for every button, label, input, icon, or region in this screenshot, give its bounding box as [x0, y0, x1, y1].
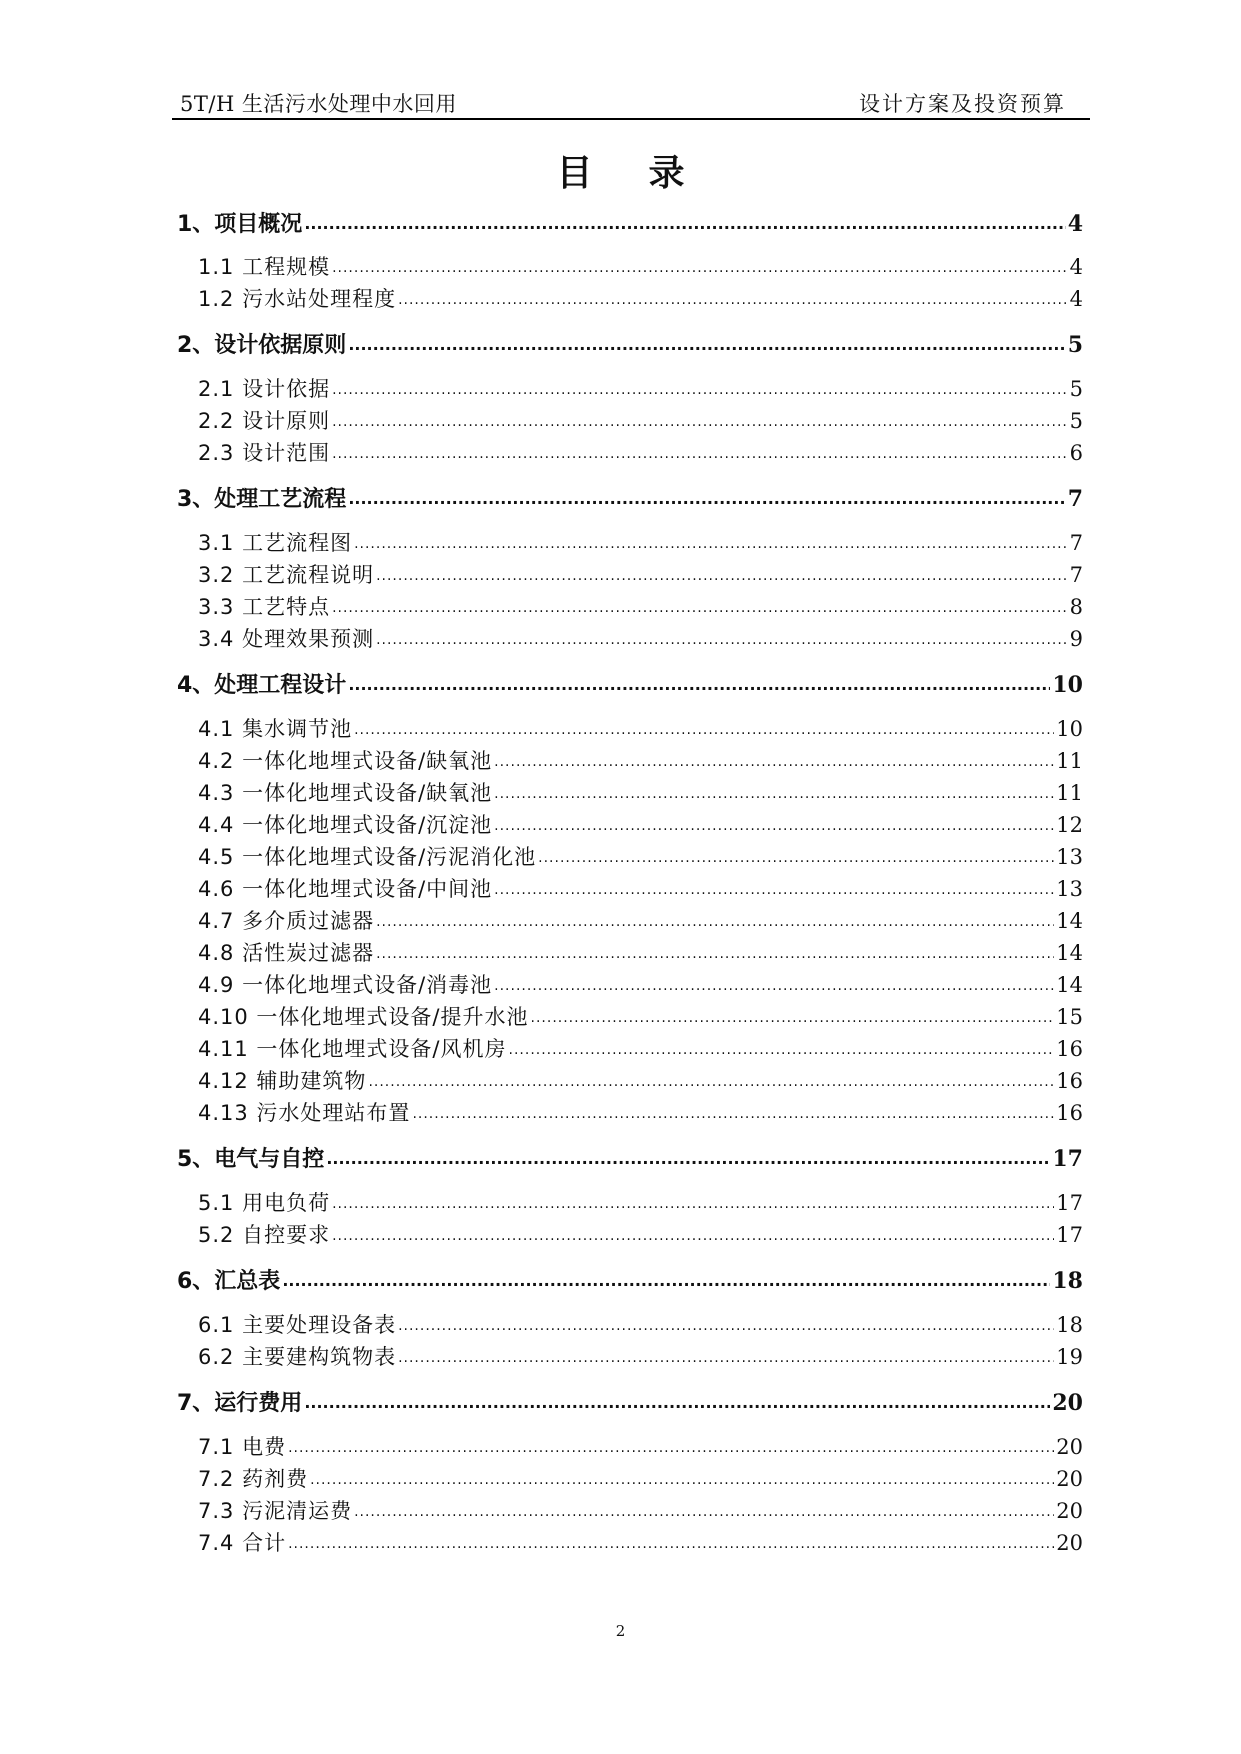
toc-entry-label: 4.12 辅助建筑物: [198, 1069, 367, 1093]
toc-entry-label: 2、设计依据原则: [177, 333, 347, 358]
toc-entry-label: 4.10 一体化地埋式设备/提升水池: [198, 1005, 529, 1029]
toc-entry-page: 16: [1056, 1101, 1083, 1125]
toc-entry-label: 5、电气与自控: [177, 1147, 325, 1172]
toc-leader-dots: [326, 1144, 1050, 1166]
toc-entry-label: 7.3 污泥清运费: [198, 1499, 353, 1523]
toc-leader-dots: [348, 670, 1050, 692]
toc-entry-page: 18: [1056, 1313, 1083, 1337]
toc-entry-page: 14: [1056, 909, 1083, 933]
toc-leader-dots: [412, 1099, 1054, 1120]
toc-subsection-7-3[interactable]: [198, 1495, 1083, 1525]
toc-leader-dots: [332, 1189, 1054, 1210]
toc-leader-dots: [531, 1003, 1055, 1024]
toc-leader-dots: [332, 1221, 1054, 1242]
toc-subsection-4-7[interactable]: [198, 905, 1083, 935]
toc-section-4[interactable]: [177, 668, 1083, 699]
toc-subsection-4-9[interactable]: [198, 969, 1083, 999]
toc-subsection-5-1[interactable]: [198, 1187, 1083, 1217]
toc-entry-page: 11: [1056, 781, 1083, 805]
toc-entry-page: 20: [1056, 1499, 1083, 1523]
toc-subsection-7-1[interactable]: [198, 1431, 1083, 1461]
toc-leader-dots: [332, 439, 1068, 460]
toc-entry-page: 6: [1069, 441, 1083, 465]
toc-entry-page: 4: [1069, 287, 1083, 311]
header-document-title: 5T/H 生活污水处理中水回用: [180, 92, 457, 116]
toc-entry-page: 8: [1069, 595, 1083, 619]
toc-entry-page: 19: [1056, 1345, 1083, 1369]
toc-entry-label: 1、项目概况: [177, 212, 303, 237]
toc-entry-page: 7: [1069, 563, 1083, 587]
toc-title: 目录: [556, 153, 741, 194]
toc-entry-label: 3.3 工艺特点: [198, 595, 331, 619]
toc-entry-label: 3.4 处理效果预测: [198, 627, 375, 651]
toc-entry-label: 2.3 设计范围: [198, 441, 331, 465]
toc-entry-label: 5.1 用电负荷: [198, 1191, 331, 1215]
toc-entry-page: 9: [1069, 627, 1083, 651]
toc-subsection-4-1[interactable]: [198, 713, 1083, 743]
toc-section-5[interactable]: [177, 1142, 1083, 1173]
toc-leader-dots: [376, 907, 1054, 928]
toc-leader-dots: [332, 253, 1068, 274]
toc-entry-page: 16: [1056, 1069, 1083, 1093]
toc-section-7[interactable]: [177, 1386, 1083, 1417]
toc-leader-dots: [288, 1433, 1054, 1454]
toc-entry-label: 4.5 一体化地埋式设备/污泥消化池: [198, 845, 537, 869]
toc-entry-page: 18: [1052, 1268, 1083, 1294]
toc-leader-dots: [310, 1465, 1054, 1486]
toc-subsection-2-3[interactable]: [198, 437, 1083, 467]
toc-entry-label: 4.11 一体化地埋式设备/风机房: [198, 1037, 507, 1061]
toc-entry-label: 4.9 一体化地埋式设备/消毒池: [198, 973, 493, 997]
toc-leader-dots: [288, 1529, 1054, 1550]
toc-leader-dots: [332, 375, 1068, 396]
toc-entry-page: 13: [1056, 877, 1083, 901]
toc-leader-dots: [494, 811, 1054, 832]
toc-entry-page: 20: [1052, 1390, 1083, 1416]
toc-entry-page: 5: [1069, 377, 1083, 401]
toc-subsection-4-2[interactable]: [198, 745, 1083, 775]
toc-entry-label: 2.2 设计原则: [198, 409, 331, 433]
toc-subsection-4-11[interactable]: [198, 1033, 1083, 1063]
toc-entry-label: 4.7 多介质过滤器: [198, 909, 375, 933]
toc-leader-dots: [538, 843, 1054, 864]
toc-entry-label: 1.2 污水站处理程度: [198, 287, 397, 311]
toc-subsection-4-3[interactable]: [198, 777, 1083, 807]
toc-entry-page: 17: [1056, 1223, 1083, 1247]
toc-leader-dots: [282, 1266, 1050, 1288]
toc-leader-dots: [354, 529, 1068, 550]
toc-entry-page: 7: [1069, 531, 1083, 555]
toc-entry-page: 4: [1069, 255, 1083, 279]
toc-section-1[interactable]: [177, 207, 1083, 238]
toc-entry-label: 5.2 自控要求: [198, 1223, 331, 1247]
toc-entry-page: 20: [1056, 1435, 1083, 1459]
toc-entry-label: 6.2 主要建构筑物表: [198, 1345, 397, 1369]
toc-entry-page: 10: [1056, 717, 1083, 741]
toc-entry-page: 16: [1056, 1037, 1083, 1061]
toc-entry-label: 7.4 合计: [198, 1531, 287, 1555]
toc-entry-page: 20: [1056, 1467, 1083, 1491]
toc-leader-dots: [376, 939, 1054, 960]
toc-leader-dots: [348, 330, 1065, 352]
toc-entry-page: 7: [1067, 486, 1083, 512]
toc-leader-dots: [494, 747, 1054, 768]
toc-entry-page: 15: [1056, 1005, 1083, 1029]
toc-leader-dots: [332, 593, 1068, 614]
toc-entry-page: 17: [1056, 1191, 1083, 1215]
toc-subsection-6-1[interactable]: [198, 1309, 1083, 1339]
toc-leader-dots: [494, 971, 1054, 992]
toc-entry-page: 20: [1056, 1531, 1083, 1555]
toc-subsection-4-4[interactable]: [198, 809, 1083, 839]
footer-page-number: 2: [615, 1622, 626, 1640]
toc-entry-label: 4、处理工程设计: [177, 673, 347, 698]
toc-subsection-3-4[interactable]: [198, 623, 1083, 653]
toc-subsection-4-10[interactable]: [198, 1001, 1083, 1031]
toc-entry-page: 5: [1069, 409, 1083, 433]
toc-entry-label: 7.1 电费: [198, 1435, 287, 1459]
toc-entry-page: 14: [1056, 973, 1083, 997]
toc-entry-label: 4.4 一体化地埋式设备/沉淀池: [198, 813, 493, 837]
toc-leader-dots: [398, 1311, 1054, 1332]
toc-entry-label: 4.13 污水处理站布置: [198, 1101, 411, 1125]
toc-subsection-4-5[interactable]: [198, 841, 1083, 871]
toc-entry-page: 10: [1052, 672, 1083, 698]
toc-leader-dots: [494, 779, 1054, 800]
toc-leader-dots: [494, 875, 1054, 896]
toc-entry-label: 7.2 药剂费: [198, 1467, 309, 1491]
toc-section-3[interactable]: [177, 482, 1083, 513]
toc-entry-page: 11: [1056, 749, 1083, 773]
toc-entry-page: 5: [1067, 332, 1083, 358]
toc-entry-label: 7、运行费用: [177, 1391, 303, 1416]
toc-section-2[interactable]: [177, 328, 1083, 359]
toc-leader-dots: [398, 285, 1068, 306]
toc-entry-label: 4.6 一体化地埋式设备/中间池: [198, 877, 493, 901]
toc-leader-dots: [332, 407, 1068, 428]
toc-subsection-1-2[interactable]: [198, 283, 1083, 313]
toc-subsection-4-13[interactable]: [198, 1097, 1083, 1127]
toc-section-6[interactable]: [177, 1264, 1083, 1295]
toc-entry-label: 2.1 设计依据: [198, 377, 331, 401]
toc-subsection-2-1[interactable]: [198, 373, 1083, 403]
toc-entry-page: 4: [1067, 211, 1083, 237]
toc-subsection-3-3[interactable]: [198, 591, 1083, 621]
toc-subsection-2-2[interactable]: [198, 405, 1083, 435]
toc-subsection-7-4[interactable]: [198, 1527, 1083, 1557]
toc-leader-dots: [368, 1067, 1054, 1088]
toc-leader-dots: [354, 715, 1054, 736]
toc-subsection-4-8[interactable]: [198, 937, 1083, 967]
header-document-subtitle: 设计方案及投资预算: [859, 92, 1066, 116]
toc-entry-page: 13: [1056, 845, 1083, 869]
toc-entry-label: 4.2 一体化地埋式设备/缺氧池: [198, 749, 493, 773]
toc-leader-dots: [509, 1035, 1055, 1056]
toc-entry-page: 17: [1052, 1146, 1083, 1172]
toc-entry-label: 4.3 一体化地埋式设备/缺氧池: [198, 781, 493, 805]
toc-leader-dots: [304, 209, 1065, 231]
toc-entry-label: 1.1 工程规模: [198, 255, 331, 279]
toc-entry-label: 6.1 主要处理设备表: [198, 1313, 397, 1337]
toc-entry-page: 12: [1056, 813, 1083, 837]
toc-subsection-3-2[interactable]: [198, 559, 1083, 589]
toc-leader-dots: [398, 1343, 1054, 1364]
toc-subsection-5-2[interactable]: [198, 1219, 1083, 1249]
toc-leader-dots: [376, 561, 1068, 582]
toc-entry-label: 3、处理工艺流程: [177, 487, 347, 512]
toc-subsection-6-2[interactable]: [198, 1341, 1083, 1371]
toc-entry-label: 3.2 工艺流程说明: [198, 563, 375, 587]
toc-leader-dots: [304, 1388, 1050, 1410]
toc-entry-page: 14: [1056, 941, 1083, 965]
toc-entry-label: 4.1 集水调节池: [198, 717, 353, 741]
toc-entry-label: 6、汇总表: [177, 1269, 281, 1294]
toc-leader-dots: [348, 484, 1065, 506]
toc-leader-dots: [376, 625, 1068, 646]
toc-subsection-1-1[interactable]: [198, 251, 1083, 281]
toc-subsection-3-1[interactable]: [198, 527, 1083, 557]
toc-leader-dots: [354, 1497, 1054, 1518]
toc-subsection-4-12[interactable]: [198, 1065, 1083, 1095]
toc-entry-label: 4.8 活性炭过滤器: [198, 941, 375, 965]
toc-entry-label: 3.1 工艺流程图: [198, 531, 353, 555]
toc-subsection-4-6[interactable]: [198, 873, 1083, 903]
toc-subsection-7-2[interactable]: [198, 1463, 1083, 1493]
